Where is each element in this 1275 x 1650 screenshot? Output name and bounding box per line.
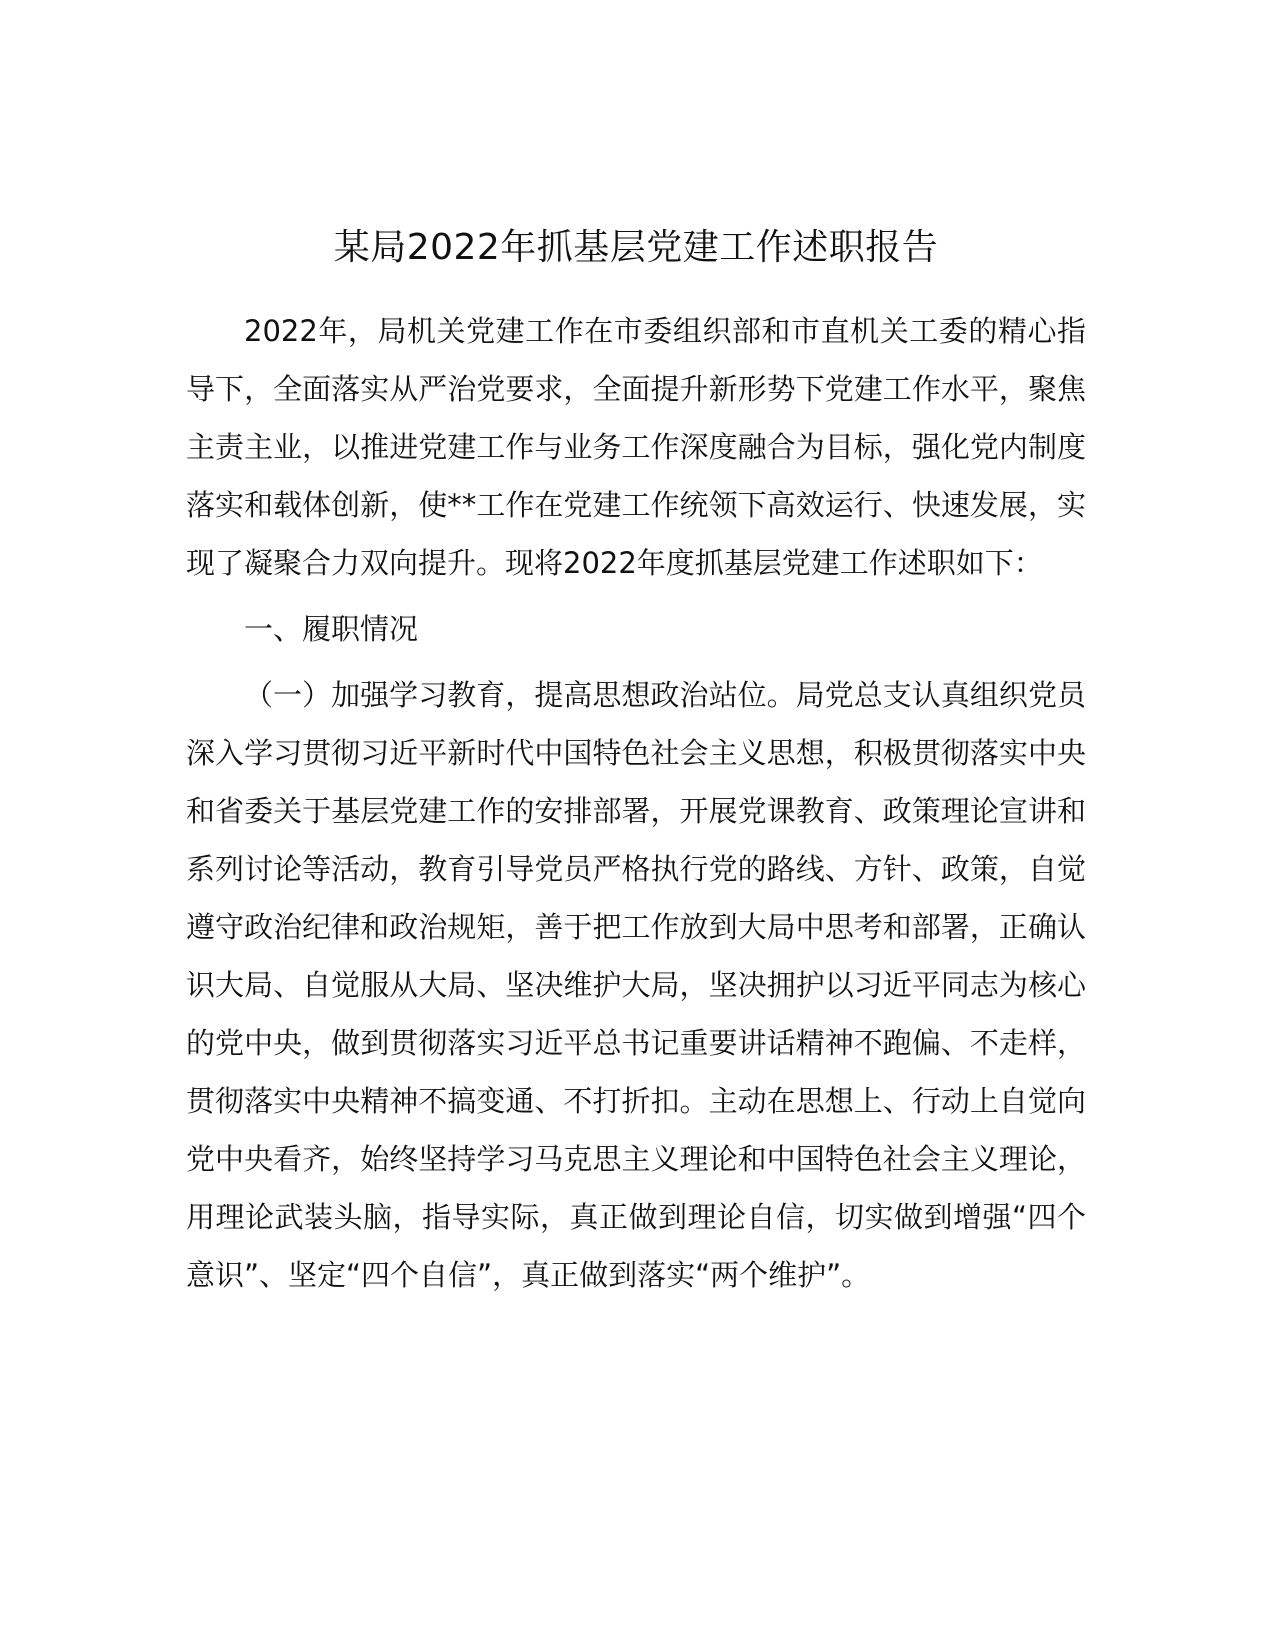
- document-body: [186, 222, 1086, 1304]
- section-heading: 一、履职情况: [244, 612, 419, 646]
- intro-paragraph: 2022年，局机关党建工作在市委组织部和市直机关工委的精心指导下，全面落实从严治党要求，全面提升新形势下党建工作水平，聚焦主责主业，以推进党建工作与业务工作深度融合为目标，强化党内制度落实和载体创新，使**工作在党建工作统领下高效运行、快速发展，实现了凝聚合力双向提升。现将2022年度抓基层党建工作述职如下：: [186, 314, 1086, 580]
- section-1-paragraph: （一）加强学习教育，提高思想政治站位。局党总支认真组织党员深入学习贯彻习近平新时代中国特色社会主义思想，积极贯彻落实中央和省委关于基层党建工作的安排部署，开展党课教育、政策理论宣讲和系列讨论等活动，教育引导党员严格执行党的路线、方针、政策，自觉遵守政治纪律和政治规矩，善于把工作放到大局中思考和部署，正确认识大局、自觉服从大局、坚决维护大局，坚决拥护以习近平同志为核心的党中央，做到贯彻落实习近平总书记重要讲话精神不跑偏、不走样，贯彻落实中央精神不搞变通、不打折扣。主动在思想上、行动上自觉向党中央看齐，始终坚持学习马克思主义理论和中国特色社会主义理论，用理论武装头脑，指导实际，真正做到理论自信，切实做到增强“四个意识”、坚定“四个自信”，真正做到落实“两个维护”。: [186, 678, 1086, 1292]
- document-title: 某局2022年抓基层党建工作述职报告: [333, 227, 939, 268]
